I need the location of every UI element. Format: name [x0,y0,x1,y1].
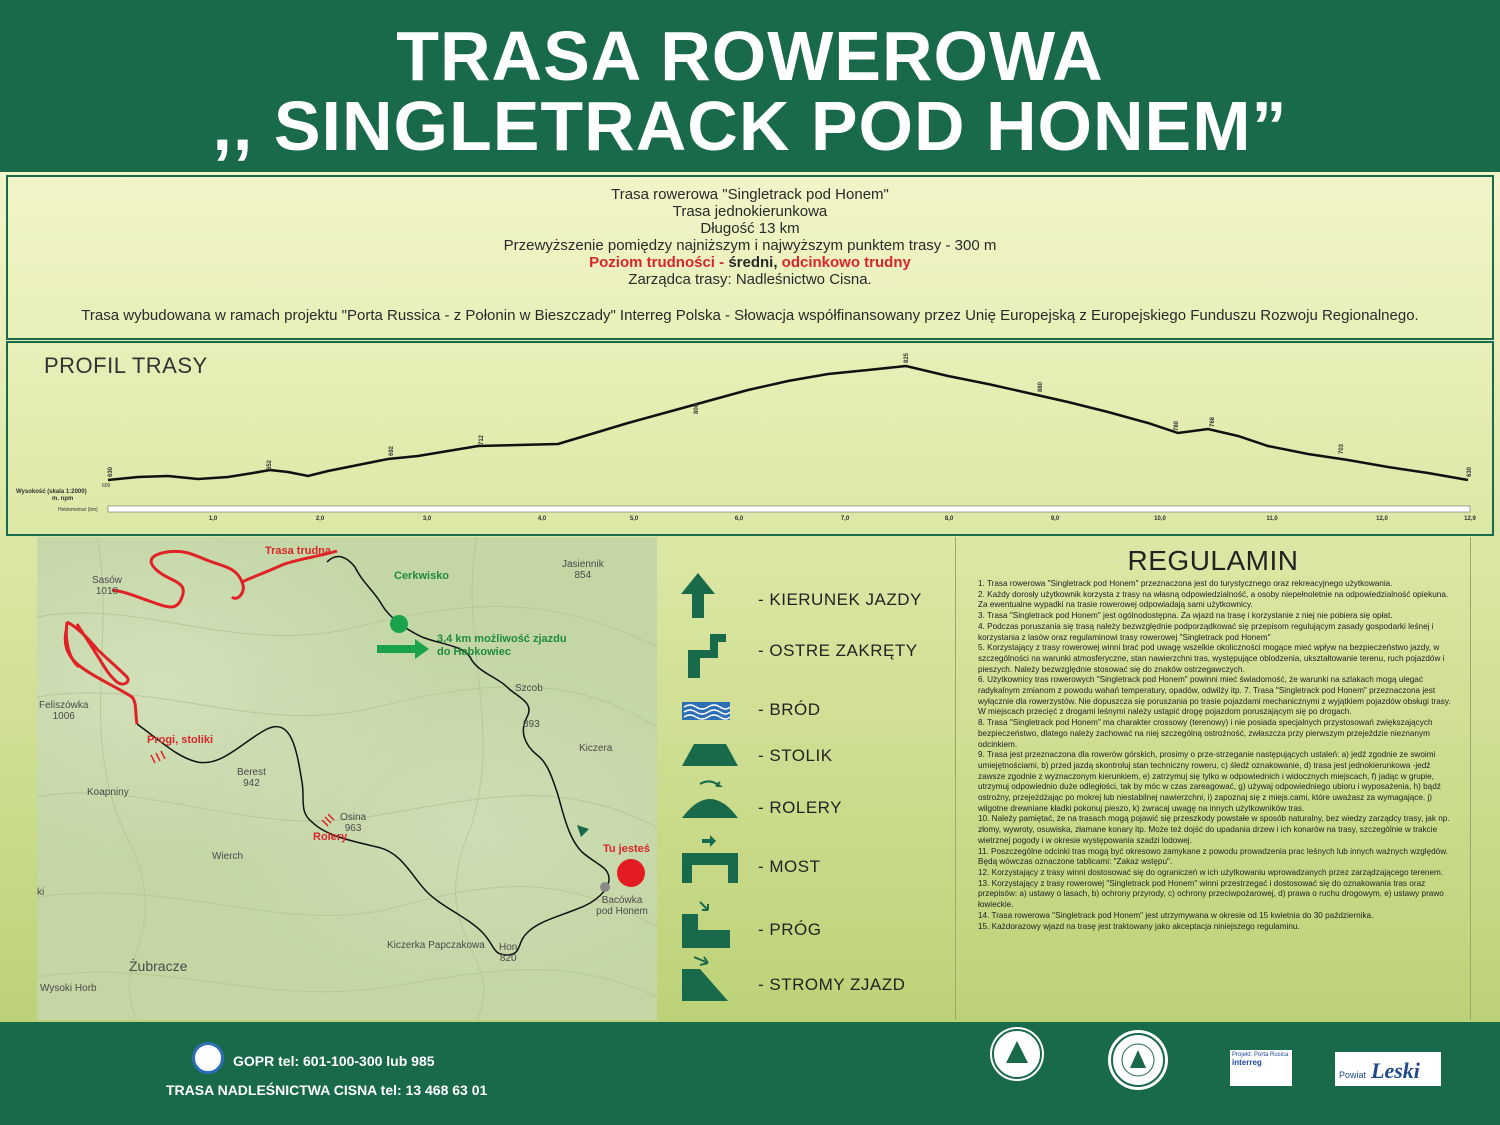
legend-label: - PRÓG [758,920,822,939]
interreg-logo-icon: Projekt: Porta Rusica interreg [1230,1050,1292,1086]
map-contours [37,537,657,1020]
map-label-zubracze: Żubracze [129,958,188,974]
steep-descent-icon [680,955,740,1015]
gopr-logo-icon [192,1042,224,1074]
legend-label: - BRÓD [758,700,821,719]
rule-item: 3. Trasa "Singletrack pod Honem" jest ogólnodostępna. Za wjazd na trasę i korzystanie z niej nie pobiera się opłat. [978,611,1393,621]
arrow-up-icon [680,570,740,630]
peak-label: 703 [1339,443,1345,454]
label-trasa-trudna: Trasa trudna [265,545,332,557]
title-line-1: TRASA ROWEROWA [396,17,1104,95]
rule-item: 6. Użytkownicy tras rowerowych "Singletrack pod Honem" powinni mieć świadomość, że warunki na szlakach mogą ulegać radykalnym zmianom z powodu wahań temperatury, opadów, odwilży itp. 7. Trasa "Singletrack pod Honem" przeznaczona jest wyłącznie dla rowerzystów. Nie dopuszcza się poruszania po trasie pojazdami mechanicznymi z wyjątkiem pojazdów obsługi trasy. W miejscach przecięć z drogami leśnymi należy ustąpić drogę pojazdom poruszającym się po drogach. [978,675,1451,717]
rule-item: 13. Korzystający z trasy rowerowej "Singletrack pod Honem" winni przestrzegać i dostosować się do oznakowania tras oraz przepisów: a) ustawy o lasach, b) ochrony przyrody, c) ochrony przeciwpożarowej, d) prawa o ruchu drogowym, e) ustawy prawo łowieckie. [978,878,1444,910]
legend-item-steep [680,955,960,1015]
y-axis-base: 600 [102,483,111,489]
difficulty-sep: , [773,254,782,271]
legend-label: - STOLIK [758,746,833,765]
cerkwisko-dot [390,615,408,633]
you-are-here-dot [617,859,645,887]
gopr-phone: GOPR tel: 601-100-300 lub 985 [233,1053,435,1069]
map-label-jasiennik: Jasiennik 854 [562,559,604,581]
you-are-here-arrow [577,825,605,847]
y-axis-unit: m. npm [52,496,74,502]
x-tick: 6,0 [734,516,744,522]
rule-item: 4. Podczas poruszania się trasą należy bezwzględnie podporządkować się przepisom regulującym zasady gospodarki leśnej i korzystania z lasów oraz regulaminowi trasy rowerowej "Singletrack pod Honem" [978,621,1434,642]
label-cerkwisko: Cerkwisko [394,570,450,582]
rule-item: 15. Każdorazowy wjazd na trasę jest traktowany jako akceptacja niniejszego regulaminu. [978,921,1300,931]
info-project-note: Trasa wybudowana w ramach projektu "Porta Russica - z Połonin w Bieszczady" Interreg Polska - Słowacja współfinansowany przez Unię Europejską z Europejskiego Funduszu Rozwoju Regionalnego. [81,307,1419,324]
x-tick: 11,0 [1266,516,1278,522]
distance-bar [108,506,1470,512]
x-tick: 2,0 [315,516,325,522]
map-label-ki: ki [37,887,45,898]
rule-item: 2. Każdy dorosły użytkownik korzysta z trasy na własną odpowiedzialność, a osoby niepełnoletnie na odpowiedzialność opiekuna. Za ewentualne wypadki na trasie rowerowej odpowiadają sami użytkownicy. [978,589,1449,610]
rollers-icon [680,780,740,840]
label-progi: Progi, stoliki [147,734,214,746]
legend-item-direction [680,570,960,630]
route-main [137,557,609,955]
title-line-2: ,, SINGLETRACK POD HONEM” [212,87,1288,165]
legend-label: - STROMY ZJAZD [758,975,906,994]
peak-label: 712 [479,434,485,445]
legend-item-bridge [680,835,960,895]
x-tick: 5,0 [629,516,639,522]
map-label-berest: Berest 942 [237,767,266,789]
x-tick: 4,0 [537,516,547,522]
peak-label: 652 [267,459,273,470]
powiat-leski-logo-icon: Powiat Leski [1335,1052,1441,1086]
difficulty-medium: średni [728,254,774,271]
legend-label: - KIERUNEK JAZDY [758,590,922,609]
info-difficulty [8,254,1492,271]
peak-label: 768 [1210,416,1216,427]
label-tu-jestes: Tu jesteś [603,843,650,855]
map-label-osina: Osina 963 [340,812,367,834]
lasy-panstwowe-logo-icon [990,1027,1044,1081]
map-label-kiczera: Kiczera [579,743,613,754]
label-rolery: Rolery [313,831,348,843]
peak-label: 630 [108,466,114,477]
map-drawing [37,537,657,1020]
route-info-panel [6,175,1494,340]
difficulty-label: Poziom trudności - [589,254,729,271]
label-zjazd: 3,4 km możliwość zjazdu do Habkowiec [437,633,567,658]
map-label-kiczerka: Kiczerka Papczakowa [387,940,485,951]
peak-label: 800 [694,403,700,414]
map-label-wysoki-horb: Wysoki Horb [40,983,97,994]
footer [0,1022,1500,1125]
rule-item: 11. Poszczególne odcinki tras mogą być okresowo zamykane z powodu prowadzenia prac leśnych lub innych ważnych względów. Będą wówczas oznaczone tablicami: "Zakaz wstępu". [978,846,1448,867]
info-elevation: Przewyższenie pomiędzy najniższym i najwyższym punktem trasy - 300 m [503,237,997,254]
profile-line [108,366,1468,480]
bridge-icon [680,835,740,895]
rolery-marker [322,814,334,826]
rule-item: 5. Korzystający z trasy rowerowej winni brać pod uwagę wszelkie okoliczności mogące mieć wpływ na bezpieczeństwo jazdy, w szczególności na warunki atmosferyczne, stan nawierzchni tras, występujące oblodzenia, ukształtowanie terenu, ruch pojazdów i pieszych. Należy bezwzględnie stosować się do znaków ostrzegawczych. [978,643,1445,674]
legend-label: - MOST [758,857,821,876]
legend-label: - ROLERY [758,798,842,817]
zjazd-arrow [377,639,429,659]
drop-icon [680,900,740,960]
x-tick: 10,0 [1154,516,1166,522]
peak-label: 780 [1174,420,1180,431]
info-direction: Trasa jednokierunkowa [672,203,828,220]
regulations-panel [955,537,1471,1020]
x-tick: 12,0 [1376,516,1388,522]
rule-item: 1. Trasa rowerowa "Singletrack pod Honem" przeznaczona jest do turystycznego oraz rekreacyjnego użytkowania. [978,579,1393,588]
progi-marker [151,751,165,763]
rule-item: 12. Korzystający z trasy winni dostosować się do ograniczeń w ich użytkowaniu wprowadzanych przez zarządzającego terenem. [978,867,1444,877]
legend-item-rollers [680,780,960,840]
route-map [37,537,657,1020]
peak-label: 692 [389,445,395,456]
peak-label: 880 [1038,381,1044,392]
header-banner [0,0,1500,172]
x-tick: 12,9 [1464,516,1476,522]
map-label-893: 893 [523,719,540,730]
map-label-feliszowka: Feliszówka 1006 [39,700,89,722]
map-label-sasow: Sasów 1010 [92,575,123,597]
y-axis-label: Wysokość (skala 1:2000) [16,489,87,495]
peak-label: 630 [1467,466,1473,477]
info-manager: Zarządca trasy: Nadleśnictwo Cisna. [628,271,872,288]
x-tick: 8,0 [944,516,954,522]
sharp-turns-icon [680,628,740,688]
x-tick: 3,0 [422,516,432,522]
profile-chart [8,343,1492,534]
nadlesnictwo-logo-icon [1108,1030,1168,1090]
rule-item: 14. Trasa rowerowa "Singletrack pod Honem" jest utrzymywana w okresie od 15 kwietnia do 30 października. [978,910,1374,920]
map-label-bacowka: Bacówka pod Honem [596,895,648,917]
legend-item-drop [680,900,960,960]
elevation-profile [6,341,1494,536]
legend [680,560,940,1010]
difficulty-hard: odcinkowo trudny [781,254,911,271]
x-axis-label: Hektometraż (km) [58,507,98,513]
x-tick: 1,0 [208,516,218,522]
x-tick: 9,0 [1050,516,1060,522]
info-name: Trasa rowerowa "Singletrack pod Honem" [611,186,889,203]
legend-item-turns [680,628,960,688]
rule-item: 9. Trasa jest przeznaczona dla rowerów górskich, prosimy o prze-strzeganie następujących ustaleń: a) jedź zgodnie ze swoimi umiejętnościami, b) przed jazdą skontroluj stan techniczny roweru, c) śledź oznakowanie, d) trasa jest jednokierunkowa -jedź zawsze zgodnie z wyznaczonym kierunkiem, e) zatrzymuj się tylko w odpowiednich i widocznych miejscach, f) jadąc w grupie, utrzymuj odpowiednio duże odległości, tak by móc w czas zareagować, g) używaj odpowiedniego ubioru i wyposażenia, h) bądź ostrożny, przejeżdżając po mokrej lub niestabilnej nawierzchni, i) zapoznaj się z miejs.cami, które uważasz za wymagające, j) wilgotne drewniane kładki pokonuj pieszo, k) zwracaj uwagę na innych użytkowników tras. [978,750,1441,813]
map-label-hon: Hon 820 [499,942,518,964]
rule-item: 10. Należy pamiętać, że na trasach mogą pojawić się przeszkody powstałe w sposób naturalny, bez wiedzy zarządcy trasy, jak np. złomy, wywroty, osuwiska, złamane konary itp. Może też dojść do upadania drzew i ich konarów na trasy, szczególnie w trakcie wietrznej pogody i w okresie występowania szadzi lodowej. [978,814,1450,845]
x-tick: 7,0 [840,516,850,522]
route-hard [66,551,337,684]
rule-item: 8. Trasa "Singletrack pod Honem" ma charakter crossowy (terenowy) i nie posiada specjalnych przystosowań zwiększających bezpieczeństwo, dlatego należy zachować na niej szczególną ostrożność, zwłaszcza przy pierwszym przejeździe nieznanym odcinkiem. [978,718,1433,749]
info-length: Długość 13 km [700,220,800,237]
profile-title: PROFIL TRASY [44,353,208,378]
bacowka-icon [600,882,610,892]
regulations-list [978,579,1454,932]
legend-label: - OSTRE ZAKRĘTY [758,641,918,660]
map-label-koapniny: Koapniny [87,787,129,798]
peak-label: 825 [904,352,910,363]
map-label-wierch: Wierch [212,851,244,862]
map-label-szcob: Szcob [515,683,543,694]
cisna-phone: TRASA NADLEŚNICTWA CISNA tel: 13 468 63 01 [166,1082,488,1098]
regulations-title: REGULAMIN [1127,545,1299,576]
